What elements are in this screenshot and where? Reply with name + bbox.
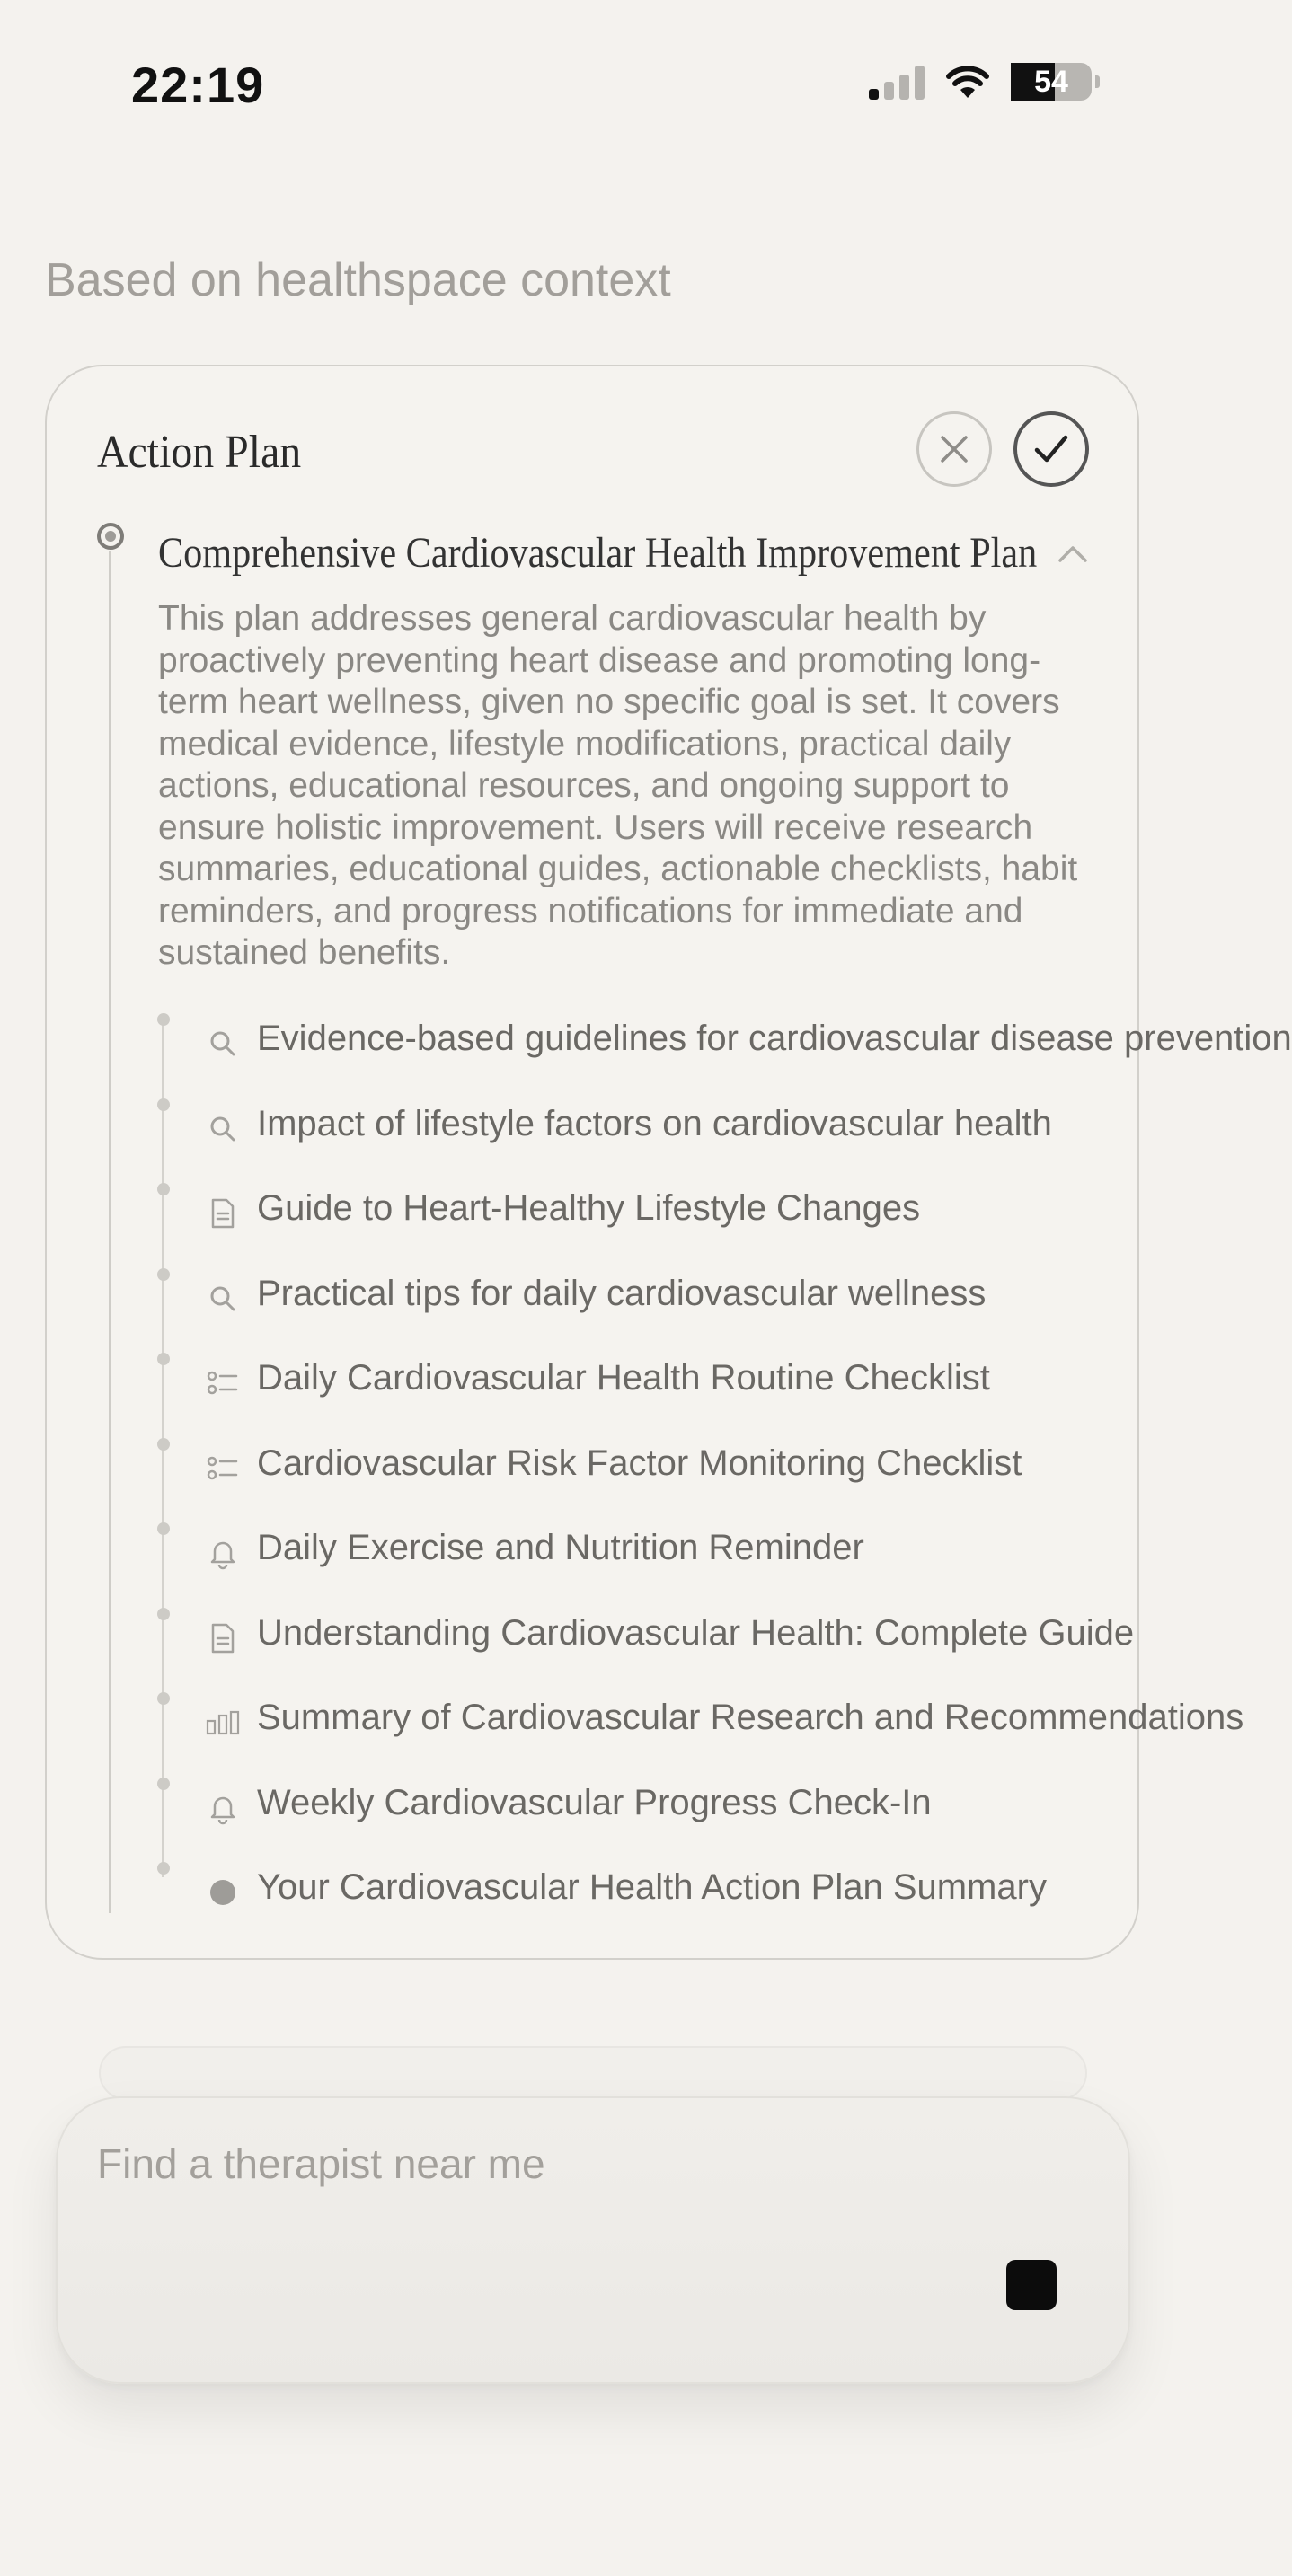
step-timeline-dot [157, 1098, 170, 1111]
plan-step-label: Cardiovascular Risk Factor Monitoring Checklist [257, 1442, 1022, 1483]
status-time: 22:19 [131, 57, 265, 113]
wifi-icon [944, 64, 991, 100]
search-icon [205, 1281, 241, 1317]
checkmark-icon [1033, 434, 1069, 464]
step-timeline-dot [157, 1268, 170, 1281]
step-timeline-dot [157, 1608, 170, 1620]
plan-step-label: Evidence-based guidelines for cardiovascular disease prevention [257, 1019, 1292, 1058]
chevron-up-icon[interactable] [1057, 543, 1089, 564]
status-icons [869, 63, 1100, 101]
plan-step-item[interactable] [47, 1438, 1141, 1492]
step-timeline-dot [157, 1778, 170, 1790]
plan-step-label: Understanding Cardiovascular Health: Complete Guide [257, 1612, 1135, 1653]
plan-step-item[interactable] [47, 1353, 1141, 1407]
plan-step-item[interactable] [47, 1098, 1141, 1152]
bell-icon [205, 1790, 241, 1826]
plan-step-label: Impact of lifestyle factors on cardiovascular health [257, 1103, 1052, 1143]
plan-step-item[interactable] [47, 1268, 1141, 1322]
search-icon [205, 1026, 241, 1062]
step-timeline-dot [157, 1013, 170, 1026]
document-icon [205, 1195, 241, 1231]
battery-percentage: 54 [1034, 65, 1068, 99]
plan-step-label: Your Cardiovascular Health Action Plan Summary [257, 1867, 1047, 1907]
plan-step-item[interactable] [47, 1013, 1292, 1067]
checklist-icon [205, 1365, 241, 1401]
checklist-icon [205, 1451, 241, 1486]
plan-step-item[interactable] [47, 1608, 1141, 1662]
composer-background-card [99, 2046, 1087, 2100]
step-timeline-dot [157, 1862, 170, 1875]
plan-step-item[interactable] [47, 1522, 1141, 1576]
filled-circle-icon [205, 1875, 241, 1910]
action-plan-title: Action Plan [97, 427, 302, 478]
plan-step-label: Summary of Cardiovascular Research and Recommendations [257, 1698, 1244, 1737]
plan-step-item[interactable] [47, 1183, 1141, 1237]
plan-step-label: Weekly Cardiovascular Progress Check-In [257, 1782, 932, 1822]
message-input[interactable] [97, 2139, 906, 2188]
bar-chart-icon [205, 1705, 241, 1741]
close-icon [939, 434, 969, 464]
bell-icon [205, 1535, 241, 1571]
stop-icon[interactable] [1006, 2260, 1057, 2310]
step-timeline-dot [157, 1522, 170, 1535]
step-timeline-dot [157, 1353, 170, 1365]
plan-step-label: Daily Exercise and Nutrition Reminder [257, 1528, 864, 1567]
cellular-signal-icon [869, 64, 925, 100]
plan-step-item[interactable] [47, 1862, 1141, 1916]
document-icon [205, 1620, 241, 1656]
plan-step-label: Practical tips for daily cardiovascular wellness [257, 1273, 987, 1313]
plan-step-label: Guide to Heart-Healthy Lifestyle Changes [257, 1188, 921, 1228]
plan-step-item[interactable] [47, 1692, 1244, 1746]
context-heading: Based on healthspace context [45, 254, 671, 306]
message-composer [56, 2096, 1130, 2384]
action-plan-card [45, 365, 1292, 1960]
plan-step-label: Daily Cardiovascular Health Routine Checklist [257, 1358, 990, 1398]
step-timeline-dot [157, 1183, 170, 1195]
battery-icon [1011, 63, 1092, 101]
accept-plan-button[interactable] [1013, 411, 1089, 487]
plan-step-indicator [97, 523, 124, 550]
plan-description: This plan addresses general cardiovascular health by proactively preventing heart disease and promoting long-term heart wellness, given no specific goal is set. It covers medical evidence, lifestyle modifications, practical daily actions, educational resources, and ongoing support to ensure holistic improvement. Users will receive research summaries, educational guides, actionable checklists, habit reminders, and progress notifications for immediate and sustained benefits. [158, 599, 1078, 972]
plan-step-item[interactable] [47, 1778, 1141, 1831]
step-timeline-dot [157, 1692, 170, 1705]
plan-title: Comprehensive Cardiovascular Health Improvement Plan [158, 529, 1038, 577]
step-timeline-dot [157, 1438, 170, 1451]
reject-plan-button[interactable] [916, 411, 992, 487]
search-icon [205, 1111, 241, 1147]
